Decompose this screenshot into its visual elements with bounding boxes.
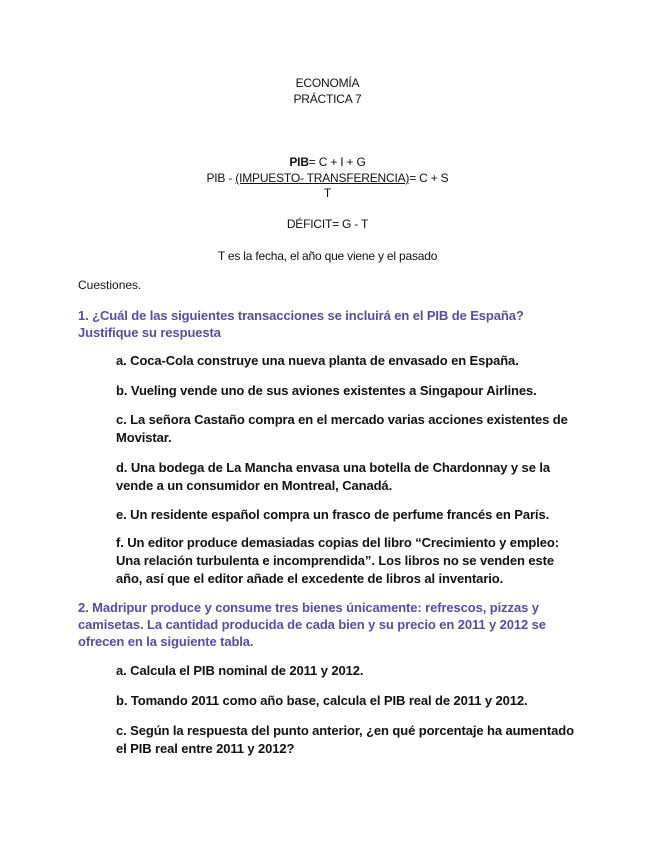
q1-item-e: e. Un residente español compra un frasco de perfume francés en París. bbox=[116, 507, 550, 522]
q2-item-b: b. Tomando 2011 como año base, calcula el PIB real de 2011 y 2012. bbox=[116, 693, 528, 708]
question-2-line-2: camisetas. La cantidad producida de cada bien y su precio en 2011 y 2012 se bbox=[78, 617, 546, 632]
question-2-line-3: ofrecen en la siguiente tabla. bbox=[78, 634, 254, 649]
q1-item-d bbox=[116, 459, 550, 495]
q2-item-c bbox=[116, 722, 574, 758]
doc-title: ECONOMÍA bbox=[295, 76, 360, 90]
q2-item-c-line-2: el PIB real entre 2011 y 2012? bbox=[116, 741, 295, 756]
q1-item-f-line-1: f. Un editor produce demasiadas copias del libro “Crecimiento y empleo: bbox=[116, 535, 559, 550]
formula-t: T bbox=[323, 186, 332, 200]
formula-disposable bbox=[0, 171, 655, 185]
question-2 bbox=[78, 599, 546, 650]
formula-disposable-suffix: = C + S bbox=[409, 171, 449, 185]
q1-item-f bbox=[116, 534, 559, 588]
q1-item-f-line-2: Una relación turbulenta e incomprendida”. Los libros no se venden este bbox=[116, 553, 554, 568]
q1-item-d-line-2: vende a un consumidor en Montreal, Canadá. bbox=[116, 478, 393, 493]
formula-deficit: DÉFICIT= G - T bbox=[286, 217, 369, 231]
q2-item-a: a. Calcula el PIB nominal de 2011 y 2012. bbox=[116, 663, 364, 678]
question-1-line-1: 1. ¿Cuál de las siguientes transacciones se incluirá en el PIB de España? bbox=[78, 308, 524, 323]
formula-disposable-underlined: (IMPUESTO- TRANSFERENCIA) bbox=[235, 171, 410, 185]
q1-item-b: b. Vueling vende uno de sus aviones existentes a Singapour Airlines. bbox=[116, 383, 537, 398]
q1-item-c-line-2: Movistar. bbox=[116, 430, 172, 445]
formula-pib bbox=[0, 155, 655, 169]
q1-item-d-line-1: d. Una bodega de La Mancha envasa una botella de Chardonnay y se la bbox=[116, 460, 550, 475]
formula-disposable-prefix: PIB - bbox=[206, 171, 236, 185]
q1-item-c bbox=[116, 411, 568, 447]
q1-item-c-line-1: c. La señora Castaño compra en el mercado varias acciones existentes de bbox=[116, 412, 568, 427]
q1-item-f-line-3: año, así que el editor añade el excedente de libros al inventario. bbox=[116, 571, 504, 586]
formula-note: T es la fecha, el año que viene y el pasado bbox=[217, 249, 438, 263]
formula-pib-bold: PIB bbox=[289, 155, 309, 169]
question-1-line-2: Justifique su respuesta bbox=[78, 325, 221, 340]
formula-pib-rest: = C + I + G bbox=[308, 155, 366, 169]
cuestiones-label: Cuestiones. bbox=[78, 278, 142, 292]
question-2-line-1: 2. Madripur produce y consume tres bienes únicamente: refrescos, pizzas y bbox=[78, 600, 539, 615]
doc-subtitle: PRÁCTICA 7 bbox=[293, 92, 362, 106]
q2-item-c-line-1: c. Según la respuesta del punto anterior, ¿en qué porcentaje ha aumentado bbox=[116, 723, 574, 738]
q1-item-a: a. Coca-Cola construye una nueva planta de envasado en España. bbox=[116, 353, 519, 368]
question-1 bbox=[78, 307, 524, 341]
